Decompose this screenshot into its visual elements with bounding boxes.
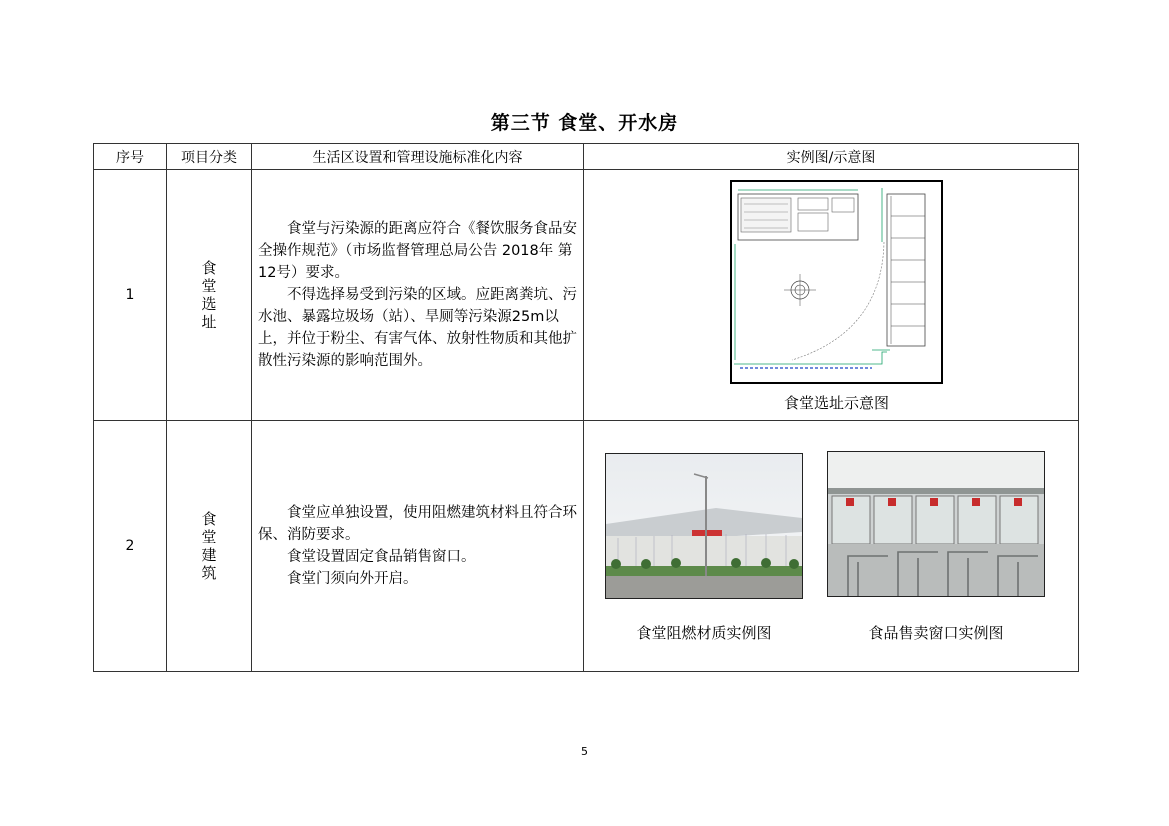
row-content: [252, 421, 584, 672]
row-category: 食堂选址: [167, 170, 252, 421]
row-category: 食堂建筑: [167, 421, 252, 672]
page-number: 5: [581, 745, 588, 758]
row-content: [252, 170, 584, 421]
header-content: 生活区设置和管理设施标准化内容: [252, 144, 584, 170]
row-illustration: [584, 421, 1079, 672]
fire-retardant-caption: 食堂阻燃材质实例图: [636, 624, 772, 642]
content-paragraph: 不得选择易受到污染的区域。应距离粪坑、污水池、暴露垃圾场（站）、旱厕等污染源25m以上，并位于粉尘、有害气体、放射性物质和其他扩散性污染源的影响范围外。: [258, 287, 577, 369]
standards-table: [93, 143, 1079, 672]
table-header-row: [94, 144, 1079, 170]
content-paragraph: 食堂门须向外开启。: [287, 571, 418, 587]
content-paragraph: 食堂设置固定食品销售窗口。: [287, 549, 476, 565]
canteen-site-plan-diagram: [730, 180, 943, 384]
site-plan-caption: 食堂选址示意图: [783, 394, 889, 412]
row-illustration: [584, 170, 1079, 421]
canteen-building-photo: [605, 453, 803, 599]
header-number: 序号: [94, 144, 167, 170]
sales-window-caption: 食品售卖窗口实例图: [868, 624, 1004, 642]
header-category: 项目分类: [167, 144, 252, 170]
content-paragraph: 食堂应单独设置，使用阻燃建筑材料且符合环保、消防要求。: [258, 505, 577, 543]
content-paragraph: 食堂与污染源的距离应符合《餐饮服务食品安全操作规范》（市场监督管理总局公告 2018年 第12号）要求。: [258, 221, 577, 281]
food-sales-window-photo: [827, 451, 1045, 597]
header-illustration: 实例图/示意图: [584, 144, 1079, 170]
site-plan-svg: [732, 182, 941, 382]
table-row: [94, 170, 1079, 421]
table-row: [94, 421, 1079, 672]
row-number: 2: [94, 421, 167, 672]
row-number: 1: [94, 170, 167, 421]
section-title: 第三节 食堂、开水房: [490, 112, 679, 134]
